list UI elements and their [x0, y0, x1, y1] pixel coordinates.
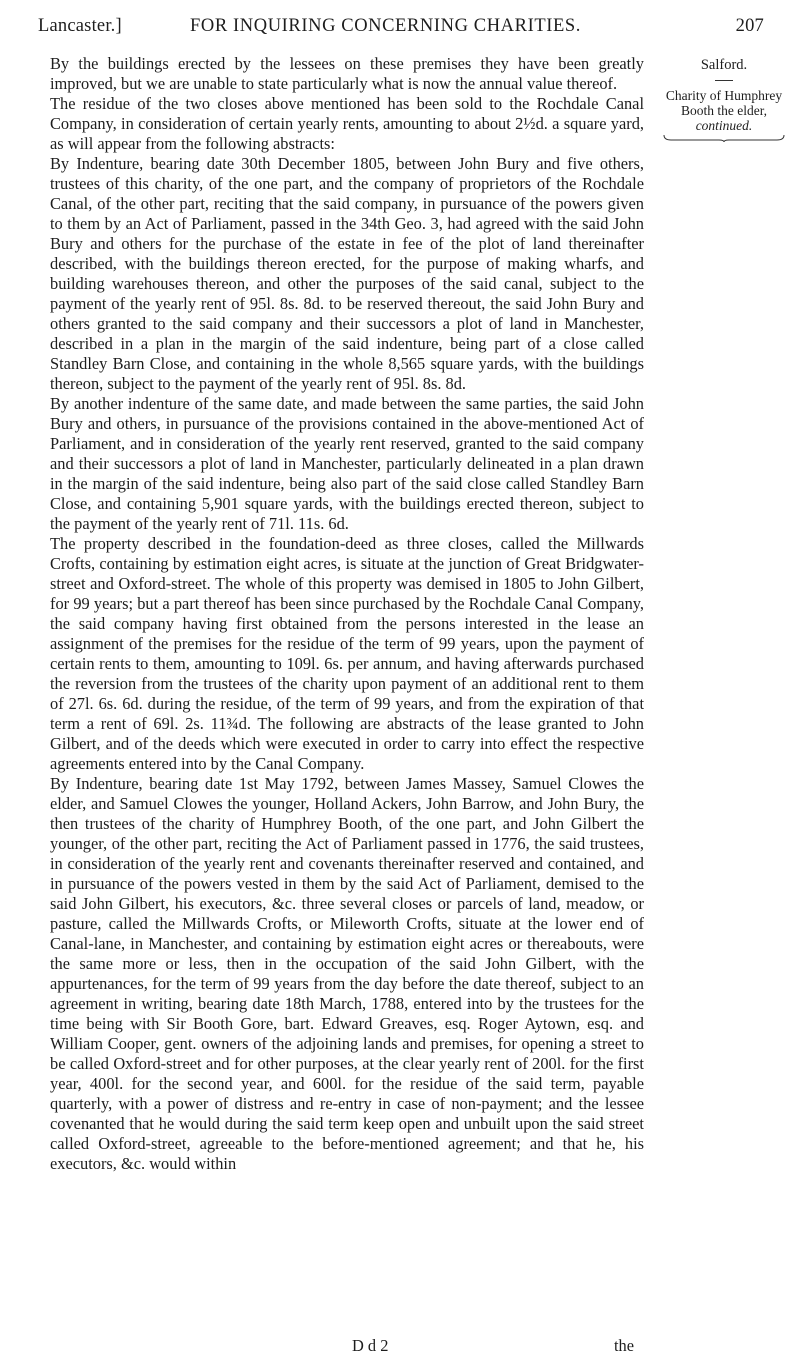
- running-head-county: Lancaster.]: [38, 16, 122, 36]
- paragraph: By Indenture, bearing date 1st May 1792, between James Massey, Samuel Clowes the elder, and Samuel Clowes the younger, Holland Ackers, John Barrow, and John Bury, the then trustees of the charity of Humphrey Booth, of the one part, and John Gilbert the younger, of the other part, reciting the Act of Parliament passed in 1776, the said trustees, in consideration of the yearly rent and covenants thereinafter reserved and contained, and in pursuance of the powers vested in them by the said Act of Parliament, demised to the said John Gilbert, his executors, &c. three several closes or parcels of land, meadow, or pasture, called the Millwards Crofts, or Mileworth Crofts, situate at the lower end of Canal-lane, in Manchester, and containing by estimation eight acres or thereabouts, were the same more or less, then in the occupation of the said John Gilbert, with the appurtenances, for the term of 99 years from the day before the date thereof, subject to an agreement in writing, bearing date 18th March, 1788, entered into by the trustees for the time being with Sir Booth Gore, bart. Edward Greaves, esq. Roger Aytown, esq. and William Cooper, gent. owners of the adjoining lands and premises, for opening a street to be called Oxford-street and for other purposes, at the clear yearly rent of 200l. for the first year, 400l. for the second year, and 600l. for the residue of the said term, payable quarterly, with a power of distress and re-entry in case of non-payment; and the lessee covenanted that he would during the said term keep open and unbuilt upon the said street called Oxford-street, agreeable to the before-mentioned agreement; and that he, his executors, &c. would within: [50, 774, 644, 1173]
- paragraph: The property described in the foundation-deed as three closes, called the Millwards Crofts, containing by estimation eight acres, is situate at the junction of Great Bridgwater-street and Oxford-street. The whole of this property was demised in 1805 to John Gilbert, for 99 years; but a part thereof has been since purchased by the Rochdale Canal Company, the said company having first obtained from the persons interested in the lease an assignment of the premises for the residue of the term of 99 years, upon the payment of certain rents to them, amounting to 109l. 6s. per annum, and having afterwards purchased the reversion from the trustees of the charity upon payment of an additional rent to them of 27l. 6s. 6d. during the residue, of the term of 99 years, and from the expiration of that term a rent of 69l. 2s. 11¾d. The following are abstracts of the lease granted to John Gilbert, and of the deeds which were executed in order to carry into effect the respective agreements entered into by the Canal Company.: [50, 534, 644, 773]
- paragraph: The residue of the two closes above mentioned has been sold to the Rochdale Canal Company, in consideration of certain yearly rents, amounting to about 2½d. a square yard, as will appear from the following abstracts:: [50, 94, 644, 153]
- page-number: 207: [735, 16, 764, 36]
- body-text: [50, 54, 644, 1174]
- margin-note: [656, 58, 792, 142]
- margin-continued: continued.: [695, 118, 753, 133]
- running-header: [38, 16, 764, 46]
- running-head-title: FOR INQUIRING CONCERNING CHARITIES.: [190, 16, 581, 36]
- margin-charity: Charity of Humphrey Booth the elder,: [665, 88, 783, 118]
- catchword: the: [614, 1336, 635, 1355]
- paragraph: By Indenture, bearing date 30th December 1805, between John Bury and five others, trustees of this charity, of the one part, and the company of proprietors of the Rochdale Canal, of the other part, reciting that the said company, in pursuance of the powers given to them by an Act of Parliament, passed in the 34th Geo. 3, had agreed with the said John Bury and others for the purchase of the estate in fee of the plot of land thereinafter described, with the buildings thereon erected, for the purpose of making wharfs, and building warehouses thereon, and other the purposes of the said canal, subject to the payment of the yearly rent of 95l. 8s. 8d. to be reserved thereout, the said John Bury and others granted to the said company and their successors a plot of land in Manchester, described in a plan in the margin of the said indenture, being part of a close called Standley Barn Close, and containing in the whole 8,565 square yards, with the buildings thereon, subject to the payment of the yearly rent of 95l. 8s. 8d.: [50, 154, 644, 393]
- signature-mark: D d 2: [352, 1336, 389, 1355]
- margin-rule: [715, 80, 733, 81]
- paragraph: By another indenture of the same date, and made between the same parties, the said John Bury and others, in pursuance of the provisions contained in the above-mentioned Act of Parliament, and in consideration of the yearly rent reserved, granted to the said company and their successors a plot of land in Manchester, particularly delineated in a plan drawn in the margin of the said indenture, being also part of the said close called Standley Barn Close, and containing 5,901 square yards, with the buildings erected thereon, subject to the payment of the yearly rent of 71l. 11s. 6d.: [50, 394, 644, 533]
- margin-brace-icon: [663, 134, 785, 142]
- paragraph: By the buildings erected by the lessees on these premises they have been greatly improved, but we are unable to state particularly what is now the annual value thereof.: [50, 54, 644, 93]
- margin-place: Salford.: [700, 57, 748, 73]
